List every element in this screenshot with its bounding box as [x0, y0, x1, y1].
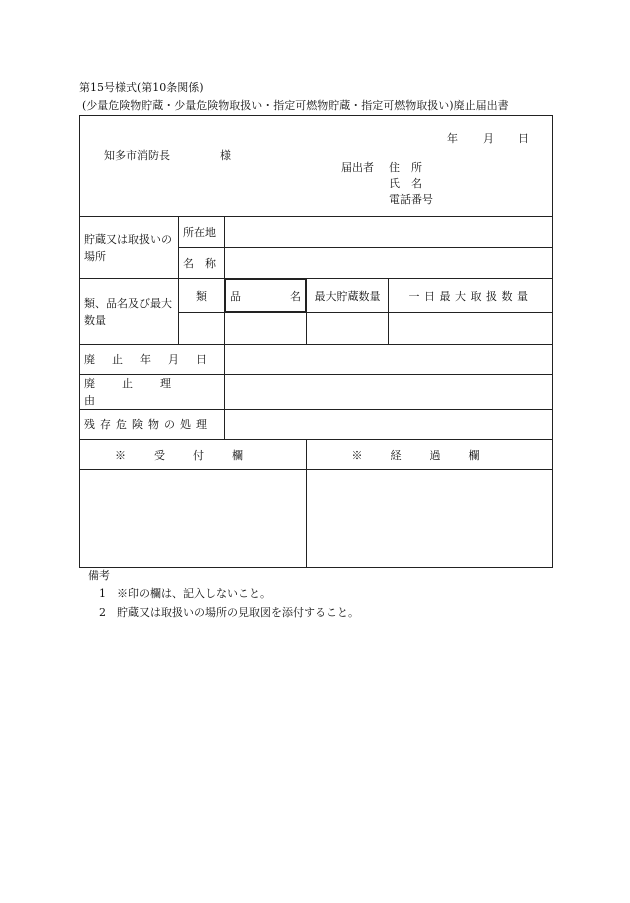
submitter-phone-label: 電話番号 — [389, 193, 433, 206]
abolition-date-label: 廃止年月日 — [80, 345, 225, 375]
progress-column-header: ※経過欄 — [307, 440, 553, 470]
form-number: 第15号様式(第10条関係) — [79, 81, 204, 94]
submitter-label: 届出者 — [341, 161, 374, 174]
submitter-name-label: 氏 名 — [389, 177, 422, 190]
location-label: 貯蔵又は取扱いの場所 — [80, 217, 179, 279]
abolition-notice-form — [79, 115, 553, 568]
progress-area — [307, 470, 553, 568]
residual-hazardous-field[interactable] — [225, 410, 553, 440]
submitter-address-label: 住 所 — [389, 161, 422, 174]
goods-class-header: 類 — [179, 279, 225, 313]
abolition-reason-field[interactable] — [225, 375, 553, 410]
reception-column-header: ※受付欄 — [80, 440, 307, 470]
goods-daily-max-field[interactable] — [389, 313, 553, 345]
location-address-field[interactable] — [225, 217, 553, 248]
location-address-label: 所在地 — [179, 217, 225, 248]
notes-heading: 備考 — [88, 569, 110, 582]
date-year-label: 年 — [447, 132, 458, 145]
note-item-1: 1 ※印の欄は、記入しないこと。 — [99, 587, 271, 600]
goods-max-storage-header: 最大貯蔵数量 — [307, 279, 389, 313]
goods-item-header-end: 名 — [290, 289, 301, 303]
date-day-label: 日 — [518, 132, 529, 145]
location-name-field[interactable] — [225, 248, 553, 279]
reception-area — [80, 470, 307, 568]
abolition-reason-label: 廃止理由 — [80, 375, 225, 410]
form-title: (少量危険物貯蔵・少量危険物取扱い・指定可燃物貯蔵・指定可燃物取扱い)廃止届出書 — [82, 99, 509, 112]
goods-class-field[interactable] — [179, 313, 225, 345]
recipient-name: 知多市消防長 — [104, 149, 170, 162]
goods-item-header-start: 品 — [230, 289, 241, 303]
goods-max-storage-field[interactable] — [307, 313, 389, 345]
goods-item-field[interactable] — [225, 313, 307, 345]
date-month-label: 月 — [483, 132, 494, 145]
goods-item-header — [225, 279, 306, 312]
honorific: 様 — [220, 149, 231, 162]
residual-hazardous-label: 残存危険物の処理 — [80, 410, 225, 440]
goods-daily-max-header: 一日最大取扱数量 — [389, 279, 553, 313]
note-item-2: 2 貯蔵又は取扱いの場所の見取図を添付すること。 — [99, 606, 359, 619]
form-header — [80, 116, 553, 217]
abolition-date-field[interactable] — [225, 345, 553, 375]
goods-label: 類、品名及び最大数量 — [80, 279, 179, 345]
location-name-label: 名 称 — [179, 248, 225, 279]
